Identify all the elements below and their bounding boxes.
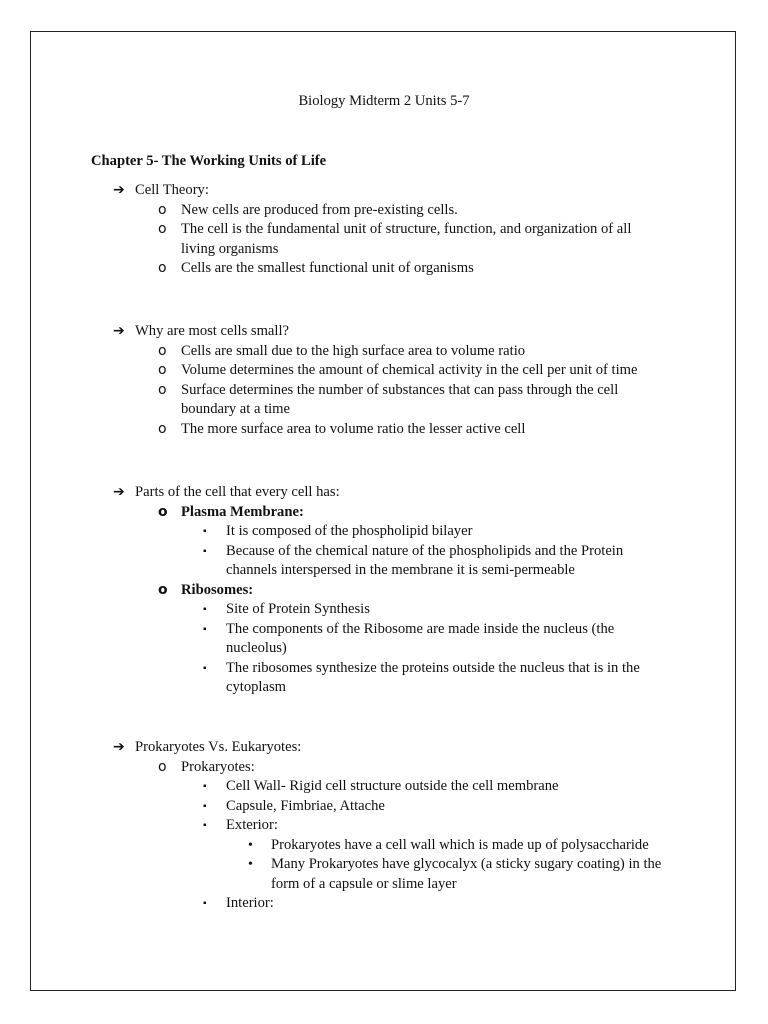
list-item bbox=[0, 522, 646, 542]
circle-bullet-icon: o bbox=[158, 758, 167, 775]
list-item-text: The components of the Ribosome are made inside the nucleus (the nucleolus) bbox=[226, 620, 615, 656]
list-item bbox=[0, 797, 646, 817]
list-item bbox=[0, 620, 646, 659]
heading-text: Prokaryotes Vs. Eukaryotes: bbox=[135, 739, 302, 755]
list-item bbox=[0, 201, 651, 221]
square-bullet-icon: ▪ bbox=[203, 820, 207, 831]
chapter-heading: Chapter 5- The Working Units of Life bbox=[91, 153, 327, 169]
section-cells-small bbox=[0, 322, 651, 439]
list-item bbox=[0, 659, 646, 698]
list-item-text: Capsule, Fimbriae, Attache bbox=[226, 797, 385, 814]
list-item bbox=[0, 600, 646, 620]
list-item-text: New cells are produced from pre-existing cells. bbox=[181, 201, 458, 218]
list-item-text: Cells are small due to the high surface area to volume ratio bbox=[181, 342, 526, 359]
circle-bullet-icon: o bbox=[158, 362, 167, 378]
arrow-icon: ➔ bbox=[113, 182, 125, 198]
dot-bullet-icon: • bbox=[248, 857, 253, 872]
list-item bbox=[0, 836, 681, 856]
list-item bbox=[0, 381, 651, 420]
group-heading-ribosomes bbox=[0, 581, 651, 601]
sub-heading-text: Prokaryotes: bbox=[181, 758, 255, 775]
list-item bbox=[0, 259, 651, 279]
list-item-text: Surface determines the number of substances that can pass through the cell boundary at a time bbox=[181, 381, 619, 417]
list-item bbox=[0, 855, 681, 894]
group-label: Plasma Membrane: bbox=[181, 503, 304, 520]
square-bullet-icon: ▪ bbox=[203, 781, 207, 792]
section-heading bbox=[0, 738, 681, 758]
section-heading bbox=[0, 322, 651, 342]
list-item bbox=[0, 894, 646, 914]
document-title: Biology Midterm 2 Units 5-7 bbox=[298, 93, 470, 109]
section-cell-theory bbox=[0, 181, 651, 279]
section-heading bbox=[0, 483, 651, 503]
square-bullet-icon: ▪ bbox=[203, 604, 207, 615]
list-item-text: Exterior: bbox=[226, 817, 278, 833]
sub-heading-prokaryotes bbox=[0, 758, 651, 778]
list-item bbox=[0, 361, 651, 381]
list-item bbox=[0, 816, 646, 836]
list-item-text: Site of Protein Synthesis bbox=[226, 601, 370, 617]
square-bullet-icon: ▪ bbox=[203, 545, 207, 557]
group-label: Ribosomes: bbox=[181, 581, 254, 598]
list-item-text: The more surface area to volume ratio the lesser active cell bbox=[181, 420, 526, 437]
square-bullet-icon: ▪ bbox=[203, 898, 207, 909]
list-item bbox=[0, 342, 651, 362]
list-item-text: The ribosomes synthesize the proteins outside the nucleus that is in the cytoplasm bbox=[226, 659, 640, 695]
circle-bullet-icon: o bbox=[158, 420, 167, 437]
square-bullet-icon: ▪ bbox=[203, 623, 207, 635]
circle-bullet-icon: o bbox=[158, 342, 167, 359]
list-item bbox=[0, 542, 646, 581]
heading-text: Why are most cells small? bbox=[135, 323, 289, 339]
list-item-text: Because of the chemical nature of the phospholipids and the Protein channels interspersed in the membrane it is semi-permeable bbox=[226, 542, 624, 578]
section-prokaryotes-eukaryotes bbox=[0, 738, 681, 914]
circle-bullet-icon: o bbox=[158, 381, 167, 398]
circle-bullet-icon: o bbox=[158, 581, 168, 598]
circle-bullet-icon: o bbox=[158, 260, 167, 276]
square-bullet-icon: ▪ bbox=[203, 662, 207, 674]
arrow-icon: ➔ bbox=[113, 484, 125, 500]
circle-bullet-icon: o bbox=[158, 201, 167, 218]
list-item-text: Many Prokaryotes have glycocalyx (a sticky sugary coating) in the form of a capsule or slime layer bbox=[271, 856, 662, 892]
list-item-text: It is composed of the phospholipid bilayer bbox=[226, 523, 473, 539]
list-item-text: The cell is the fundamental unit of structure, function, and organization of all living organisms bbox=[181, 221, 632, 257]
list-item bbox=[0, 777, 646, 797]
dot-bullet-icon: • bbox=[248, 837, 253, 853]
section-heading bbox=[0, 181, 651, 201]
circle-bullet-icon: o bbox=[158, 503, 168, 520]
section-cell-parts bbox=[0, 483, 651, 698]
list-item-text: Cells are the smallest functional unit of organisms bbox=[181, 260, 474, 276]
heading-text: Cell Theory: bbox=[135, 182, 209, 198]
list-item bbox=[0, 220, 651, 259]
circle-bullet-icon: o bbox=[158, 221, 167, 237]
heading-text: Parts of the cell that every cell has: bbox=[135, 484, 340, 500]
group-heading-plasma-membrane bbox=[0, 503, 651, 523]
square-bullet-icon: ▪ bbox=[203, 800, 207, 812]
square-bullet-icon: ▪ bbox=[203, 526, 207, 537]
list-item bbox=[0, 420, 651, 440]
list-item-text: Volume determines the amount of chemical activity in the cell per unit of time bbox=[181, 362, 638, 378]
list-item-text: Prokaryotes have a cell wall which is made up of polysaccharide bbox=[271, 836, 649, 853]
arrow-icon: ➔ bbox=[113, 323, 125, 339]
list-item-text: Cell Wall- Rigid cell structure outside the cell membrane bbox=[226, 778, 559, 794]
list-item-text: Interior: bbox=[226, 895, 274, 911]
arrow-icon: ➔ bbox=[113, 739, 125, 755]
